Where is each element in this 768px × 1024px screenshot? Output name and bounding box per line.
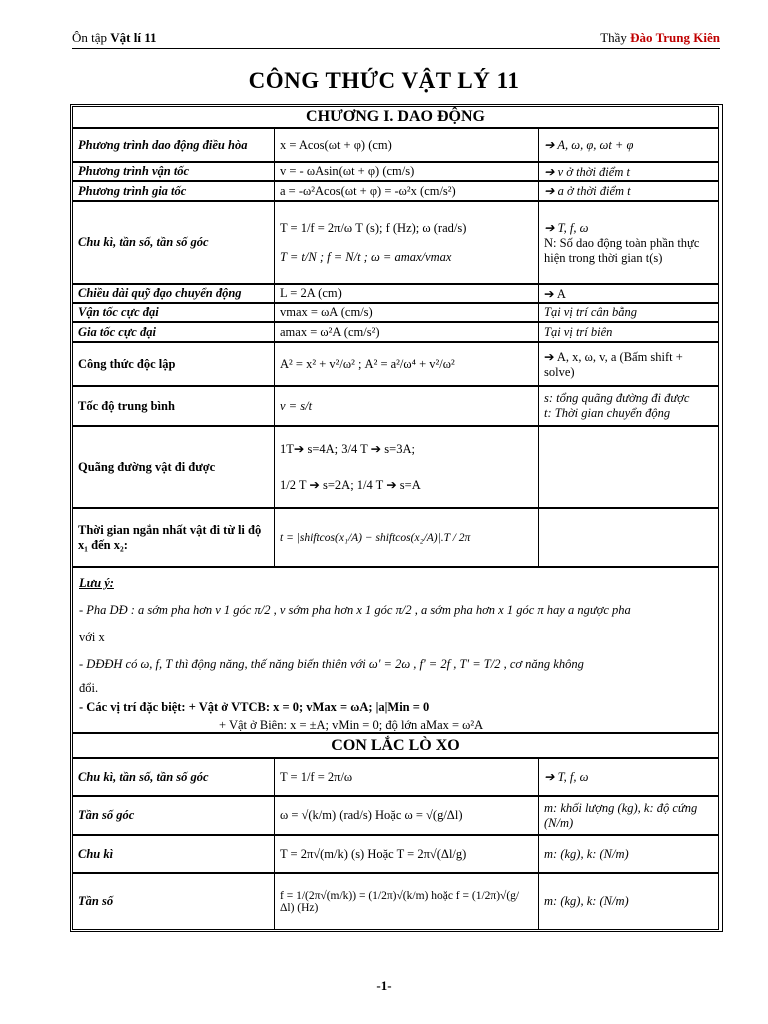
document-title: CÔNG THỨC VẬT LÝ 11 [248, 68, 520, 93]
table-row [72, 322, 719, 342]
header-right [600, 30, 720, 46]
table-row [72, 342, 719, 386]
header-course: Ôn tập [72, 30, 111, 45]
notes-line: - Pha DĐ : a sớm pha hơn v 1 góc π/2 , v sớm pha hơn x 1 góc π/2 , a sớm pha hơn x 1 góc π hay a ngược pha [79, 603, 631, 617]
row-label: Thời gian ngắn nhất vật đi từ li độ x₁ đến x₂: [73, 509, 275, 566]
row-note [539, 202, 718, 283]
row-note: Tại vị trí biên [544, 324, 613, 339]
row-label: Công thức độc lập [73, 343, 275, 385]
table-row [72, 508, 719, 567]
row-label: Phương trình gia tốc [73, 182, 275, 200]
row-note: m: (kg), k: (N/m) [544, 846, 629, 861]
table-row [72, 873, 719, 930]
row-note: Tại vị trí cân bằng [544, 305, 638, 319]
table-row [72, 426, 719, 508]
formula-line: T = t/N ; f = N/t ; ω = amax/vmax [280, 249, 452, 264]
row-formula: vmax = ωA (cm/s) [275, 304, 539, 321]
table-row [72, 386, 719, 426]
header-left [72, 30, 157, 46]
row-formula: L = 2A (cm) [275, 285, 539, 302]
row-formula: A² = x² + v²/ω² ; A² = a²/ω⁴ + v²/ω² [275, 343, 539, 385]
row-note: ➔ v ở thời điểm t [544, 164, 630, 179]
row-formula [275, 427, 539, 507]
row-note: ➔ T, f, ω [544, 770, 589, 784]
page-number: -1- [376, 978, 392, 993]
table-row [72, 128, 719, 162]
row-label: Quãng đường vật đi được [73, 427, 275, 507]
row-formula: T = 2π√(m/k) (s) Hoặc T = 2π√(Δl/g) [275, 836, 539, 872]
formula-line: 1T➔ s=4A; 3/4 T ➔ s=3A; [280, 442, 415, 456]
row-note: m: (kg), k: (N/m) [544, 894, 629, 908]
table-row [72, 162, 719, 181]
row-label: Gia tốc cực đại [73, 323, 275, 341]
row-note: ➔ a ở thời điểm t [544, 184, 631, 198]
row-formula: amax = ω²A (cm/s²) [275, 323, 539, 341]
row-label: Phương trình vận tốc [73, 163, 275, 180]
table-row [72, 284, 719, 303]
row-note [539, 387, 718, 425]
page-header [72, 30, 720, 49]
note-line: ➔ T, f, ω [544, 220, 589, 235]
formula-line: T = 1/f = 2π/ω T (s); f (Hz); ω (rad/s) [280, 220, 467, 235]
header-teacher-name: Đào Trung Kiên [630, 30, 720, 45]
table-row [72, 796, 719, 835]
row-formula: T = 1/f = 2π/ω [275, 759, 539, 795]
row-note: ➔ A, x, ω, v, a (Bấm shift + solve) [544, 349, 683, 379]
section-header-spring-pendulum: CON LẮC LÒ XO [72, 733, 719, 758]
row-label: Tần số [73, 874, 275, 929]
row-label: Phương trình dao động điều hòa [73, 129, 275, 161]
notes-heading: Lưu ý: [79, 576, 114, 590]
row-formula: ω = √(k/m) (rad/s) Hoặc ω = √(g/Δl) [275, 797, 539, 834]
row-label: Chu kì, tần số, tần số góc [73, 759, 275, 795]
notes-line: đổi. [79, 681, 99, 695]
row-formula: v = s/t [275, 387, 539, 425]
row-formula [275, 202, 539, 283]
row-formula: f = 1/(2π√(m/k)) = (1/2π)√(k/m) hoặc f = (1/2π)√(g/Δl) (Hz) [275, 874, 539, 929]
notes-line: - DĐĐH có ω, f, T thì động năng, thế năng biến thiên với ω' = 2ω , f' = 2f , T' = T/2 , cơ năng không [79, 657, 584, 671]
row-formula: a = -ω²Acos(ωt + φ) = -ω²x (cm/s²) [275, 182, 539, 200]
row-note [539, 427, 718, 507]
notes-line: + Vật ở Biên: x = ±A; vMin = 0; độ lớn aMax = ω²A [219, 718, 484, 732]
row-label: Chiều dài quỹ đạo chuyển động [73, 285, 275, 302]
notes-line: - Các vị trí đặc biệt: + Vật ở VTCB: x = 0; vMax = ωA; |a|Min = 0 [79, 700, 430, 714]
row-label: Chu kì, tần số, tần số góc [73, 202, 275, 283]
row-note: ➔ A [544, 286, 566, 301]
formula-line: 1/2 T ➔ s=2A; 1/4 T ➔ s=A [280, 478, 421, 492]
row-formula: v = - ωAsin(ωt + φ) (cm/s) [275, 163, 539, 180]
table-row [72, 201, 719, 284]
table-row [72, 303, 719, 322]
note-line: s: tổng quãng đường đi được [544, 391, 690, 405]
row-note: m: khối lượng (kg), k: độ cứng (N/m) [544, 800, 698, 830]
row-note [539, 509, 718, 566]
header-teacher-title: Thầy [600, 30, 631, 45]
row-formula: x = Acos(ωt + φ) (cm) [275, 129, 539, 161]
note-line: N: Số dao động toàn phần thực hiện trong thời gian t(s) [544, 235, 700, 265]
table-row [72, 835, 719, 873]
row-label: Tần số góc [73, 797, 275, 834]
table-row [72, 758, 719, 796]
row-note: ➔ A, ω, φ, ωt + φ [544, 138, 634, 152]
row-label: Chu kì [73, 836, 275, 872]
notes-block [72, 567, 719, 733]
section-header-oscillation: CHƯƠNG I. DAO ĐỘNG [72, 106, 719, 128]
row-label: Vận tốc cực đại [73, 304, 275, 321]
row-label: Tốc độ trung bình [73, 387, 275, 425]
note-line: t: Thời gian chuyển động [544, 406, 671, 420]
header-subject: Vật lí 11 [110, 30, 157, 45]
notes-line: với x [79, 630, 105, 644]
row-formula: t = |shiftcos(x₁/A) − shiftcos(x₂/A)|.T / 2π [275, 509, 539, 566]
table-row [72, 181, 719, 201]
